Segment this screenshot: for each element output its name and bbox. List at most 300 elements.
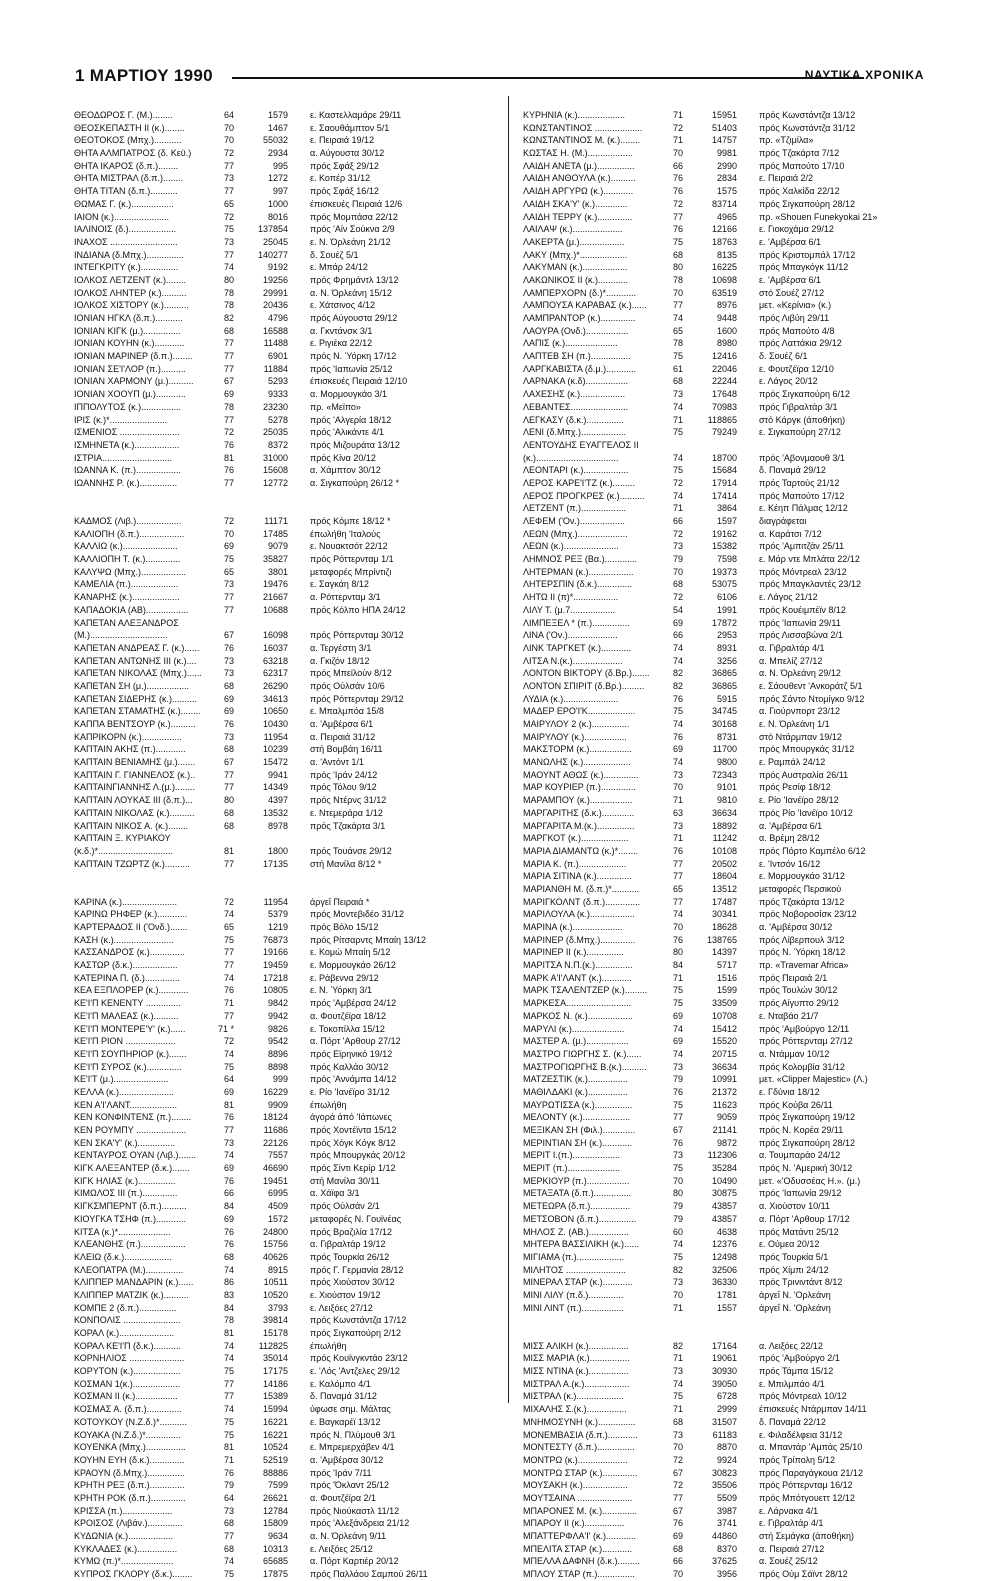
- ship-entry: [74, 363, 498, 376]
- built-year: 74: [672, 909, 683, 920]
- tonnage: 118865: [707, 414, 737, 425]
- status-location: έπωλήθη 'Ιταλούς: [310, 528, 381, 539]
- ship-name: ΛΑΠΤΕΒ ΣΗ (π.)................: [523, 351, 631, 362]
- status-location: α. Ντάμμαν 10/12: [759, 1048, 830, 1059]
- tonnage: 8870: [716, 1442, 737, 1453]
- status-location: πρός Βραζιλία 17/12: [310, 1226, 393, 1237]
- tonnage: 17648: [711, 389, 737, 400]
- tonnage: 8372: [267, 439, 288, 450]
- tonnage: 22244: [711, 376, 737, 387]
- built-year: 65: [223, 922, 234, 932]
- status-location: πρός Ούλσάν 2/1: [310, 1201, 380, 1212]
- built-year: 74: [672, 452, 683, 463]
- ship-name: ΜΟΥΤΣΑΙΝΑ ......................: [523, 1492, 633, 1503]
- status-location: ε. Ρίο 'Ιανέϊρο 31/12: [310, 1086, 390, 1097]
- built-year: 75: [672, 465, 683, 476]
- issue-date: 1 ΜΑΡΤΙΟΥ 1990: [75, 66, 213, 85]
- status-location: ε. Νουακτσότ 22/12: [310, 541, 388, 552]
- ship-entry: [74, 414, 498, 427]
- tonnage: 997: [272, 186, 288, 197]
- tonnage: 10688: [262, 604, 288, 615]
- built-year: 70: [672, 1569, 683, 1580]
- tonnage: 15809: [262, 1518, 288, 1529]
- built-year: 73: [223, 173, 234, 184]
- built-year: 76: [223, 465, 234, 476]
- status-location: ε. Χιούστον 19/12: [310, 1289, 381, 1300]
- status-location: α. Καράτσι 7/12: [759, 528, 822, 539]
- ship-name: ΙΟΝΙΑΝ ΧΟΟΥΠ (μ.)............: [74, 389, 186, 400]
- status-location: ε. Φουτζέϊρα 12/10: [759, 363, 834, 374]
- tonnage: 7598: [716, 554, 737, 565]
- built-year: 77: [672, 871, 683, 882]
- tonnage: 16588: [262, 325, 288, 336]
- status-location: έπισκευές Πειραιά 12/6: [310, 198, 403, 209]
- ship-entry: [523, 350, 947, 363]
- ship-entry: [74, 1035, 498, 1048]
- status-location: πρός Ρίο 'Ιανέϊρο 10/12: [759, 807, 853, 818]
- ship-entry: [74, 147, 498, 160]
- built-year: 80: [223, 274, 234, 285]
- tonnage: 2990: [716, 160, 737, 171]
- built-year: 81: [223, 1328, 234, 1338]
- status-location: δ. Παναμά 31/12: [310, 1391, 377, 1402]
- tonnage: 65685: [262, 1556, 288, 1567]
- built-year: 74: [223, 1048, 234, 1059]
- tonnage: 39050: [711, 1378, 737, 1389]
- status-location: πρός Παλλάου Σαμπού 26/11: [310, 1569, 428, 1580]
- ship-entry: [523, 388, 947, 401]
- built-year: 79: [672, 1213, 683, 1224]
- ship-entry: [74, 1555, 498, 1568]
- tonnage: 35827: [262, 554, 288, 565]
- status-location: μετ. «Κερίνια» (κ.): [759, 300, 832, 311]
- status-location: πρός Μόντρεαλ 10/12: [759, 1391, 847, 1402]
- tonnage: 52519: [262, 1454, 288, 1465]
- ship-name: ΜΑΡΥΛΙ (κ.).....................: [523, 1023, 625, 1034]
- ship-entry: [523, 477, 947, 490]
- ship-name: ΜΑΣΤΡΟΓΙΩΡΓΗΣ Β.(κ.)..........: [523, 1061, 647, 1072]
- ship-entry: [523, 1023, 947, 1036]
- tonnage: 61183: [712, 1429, 737, 1440]
- ship-name: ΛΑΜΠΡΑΝΤΟΡ (κ.)..............: [523, 313, 636, 323]
- status-location: πρός Λαττάκια 29/12: [759, 338, 842, 349]
- built-year: 75: [223, 224, 234, 235]
- ship-entry: [523, 464, 947, 477]
- tonnage: 10511: [263, 1277, 288, 1288]
- ship-entry: [74, 1086, 498, 1099]
- built-year: 78: [672, 274, 683, 285]
- ship-name: ΛΟΝΤΟΝ ΒΙΚΤΟΡΥ (δ.Βρ.).......: [523, 668, 650, 679]
- ship-entry: [523, 134, 947, 147]
- built-year: 71: [672, 135, 683, 146]
- built-year: 65: [223, 198, 234, 209]
- ship-name: ΚΑΡΤΕΡΑΔΟΣ ΙΙ ('Ονδ.).......: [74, 922, 188, 932]
- tonnage: 3793: [267, 1302, 288, 1313]
- ship-entry: [523, 1251, 947, 1264]
- tonnage: 30930: [711, 1366, 737, 1377]
- tonnage: 33509: [711, 998, 737, 1009]
- ship-entry: [523, 820, 947, 833]
- status-location: α. 'Αμβέρσα 30/12: [310, 1454, 384, 1465]
- status-location: πρός Νιούκαστλ 11/12: [310, 1505, 400, 1516]
- ship-name: ΚΟΡΥΤΟΝ (κ.)...................: [74, 1366, 181, 1377]
- ship-name: ΛΑΟΥΡΑ (Ονδ.).................: [523, 325, 629, 336]
- ship-entry: [523, 756, 947, 769]
- ship-name: ΙΝΔΙΑΝΑ (δ.Μπχ.)...............: [74, 249, 184, 260]
- built-year: 61: [672, 363, 683, 374]
- tonnage: 10524: [262, 1442, 288, 1453]
- ship-name: ΙΟΝΙΑΝ ΣΕ'Ι'ΛΟΡ (π.)..........: [74, 363, 186, 374]
- status-location: πρός 'Αννάμπα 14/12: [310, 1074, 397, 1085]
- ship-name: ΛΗΤΕΡΜΑΝ (κ.)..................: [523, 566, 634, 577]
- tonnage: 79249: [711, 427, 737, 438]
- publication-title: ΝΑΥΤΙΚΑ ΧΡΟΝΙΚΑ: [804, 68, 924, 82]
- status-location: πρ. «Μεϊπο»: [310, 401, 361, 412]
- built-year: 65: [223, 566, 234, 577]
- built-year: 77: [672, 300, 683, 311]
- section-gap: [523, 1314, 947, 1327]
- built-year: 77: [223, 160, 234, 171]
- built-year: 72: [223, 148, 234, 159]
- tonnage: 11954: [263, 731, 288, 742]
- status-location: πρός Μαπούτο 4/8: [759, 325, 835, 336]
- ship-name: ΛΙΤΣΑ Ν.(κ.)....................: [523, 655, 623, 666]
- ship-entry: [523, 1390, 947, 1403]
- status-location: έπισκευές Ντάρμπαν 14/11: [759, 1404, 867, 1415]
- status-location: πρός Βόλο 15/12: [310, 922, 379, 932]
- tonnage: 1000: [267, 198, 288, 209]
- tonnage: 6995: [267, 1188, 288, 1199]
- status-location: α. 'Αμβέρσα 6/1: [759, 820, 823, 831]
- built-year: 68: [223, 807, 234, 818]
- status-location: έπωλήθη: [310, 1340, 347, 1351]
- tonnage: 30875: [711, 1188, 737, 1199]
- ship-entry: [523, 1200, 947, 1213]
- built-year: 70: [672, 148, 683, 159]
- tonnage: 19476: [262, 579, 288, 590]
- status-location: στή Μανίλα 8/12 *: [310, 858, 382, 869]
- tonnage: 14186: [262, 1378, 288, 1389]
- ship-name: ΜΠΑΡΟΥ ΙΙ (κ.)................: [523, 1518, 625, 1529]
- ship-entry: [74, 1061, 498, 1074]
- tonnage: 15520: [711, 1036, 737, 1047]
- ship-name: ΜΙΣΤΡΑΛ (κ.)...................: [523, 1391, 624, 1402]
- ship-entry: [523, 1429, 947, 1442]
- built-year: 77: [223, 1391, 234, 1402]
- tonnage: 15412: [711, 1023, 737, 1034]
- status-location: ε. Κέηπ Πάλμας 12/12: [759, 503, 848, 514]
- ship-name: ΜΙΧΑΛΗΣ Σ.(κ.)................: [523, 1404, 627, 1415]
- status-location: πρός Ρόττερνταμ 16/12: [759, 1480, 853, 1491]
- ship-name: ΜΑΣΤΡΟ ΓΙΩΡΓΗΣ Σ. (κ.)......: [523, 1048, 642, 1059]
- tonnage: 9924: [716, 1454, 737, 1465]
- ship-entry: [523, 439, 947, 452]
- status-location: πρός 'Ιράν 24/12: [310, 769, 378, 780]
- tonnage: 43857: [711, 1201, 737, 1212]
- tonnage: 11686: [263, 1125, 288, 1135]
- ship-name: ΚΟΣΜΑΝ ΙΙ (κ.).................: [74, 1391, 178, 1402]
- status-location: α. Τεργέστη 3/1: [310, 642, 372, 653]
- ship-entry: [523, 566, 947, 579]
- tonnage: 4796: [267, 313, 288, 323]
- status-location: πρός Ρόττερνταμ 29/12: [310, 693, 404, 704]
- tonnage: 18124: [262, 1112, 288, 1123]
- ship-name: ΜΑΡΚΕΣΑ..........................: [523, 998, 632, 1009]
- ship-name: ΜΑΡΓΑΡΙΤΑ Μ.(κ.)...............: [523, 820, 635, 831]
- status-location: στό Κάργκ (άποθήκη): [759, 414, 846, 425]
- ship-entry: [523, 375, 947, 388]
- ship-name: ΙΩΑΝΝΑ Κ. (π.)..................: [74, 465, 181, 476]
- tonnage: 36330: [711, 1277, 737, 1288]
- status-location: α. Γιβραλτάρ 4/1: [759, 642, 825, 653]
- status-location: έπωλήθη: [310, 1099, 347, 1110]
- status-location: α. Χιούστον 10/11: [759, 1201, 830, 1212]
- tonnage: 35014: [262, 1353, 288, 1364]
- ship-list-left-column: [74, 109, 498, 1581]
- built-year: 71: [672, 503, 683, 514]
- tonnage: 88886: [262, 1467, 288, 1478]
- ship-entry: [74, 1492, 498, 1505]
- ship-name: ΚΑΠΤΑΙΝ ΛΟΥΚΑΣ ΙΙΙ (δ.π.)...: [74, 795, 193, 806]
- built-year: 81: [223, 1099, 234, 1110]
- ship-name: ΜΙΓΙΑΜΑ (π.)...................: [523, 1251, 625, 1262]
- built-year: 68: [223, 680, 234, 691]
- built-year: 65: [672, 325, 683, 336]
- ship-name: ΚΑΣΤΩΡ (δ.κ.)..................: [74, 960, 178, 971]
- ship-entry: [523, 807, 947, 820]
- tonnage: 1800: [267, 845, 288, 856]
- built-year: 80: [672, 262, 683, 273]
- ship-entry: [523, 997, 947, 1010]
- built-year: 82: [672, 1264, 683, 1275]
- tonnage: 18628: [711, 922, 737, 932]
- ship-entry: [74, 604, 498, 617]
- built-year: 64: [223, 110, 234, 120]
- status-location: ε. Λάγος 20/12: [759, 376, 818, 387]
- tonnage: 8731: [716, 731, 737, 742]
- ship-entry: [523, 680, 947, 693]
- built-year: 74: [672, 1378, 683, 1389]
- ship-name: ΛΗΜΝΟΣ ΡΕΞ (Βα.).............: [523, 554, 638, 565]
- ship-entry: [74, 1441, 498, 1454]
- built-year: 82: [223, 313, 234, 323]
- tonnage: 19162: [711, 528, 737, 539]
- tonnage: 10520: [262, 1289, 288, 1300]
- tonnage: 10805: [262, 985, 288, 996]
- ship-name: ΚΑΛΙΟΠΗ (δ.π.)..................: [74, 528, 185, 539]
- ship-entry: [74, 1289, 498, 1302]
- built-year: 71: [672, 972, 683, 983]
- ship-entry: [74, 185, 498, 198]
- status-location: δ. Παναμά 22/12: [759, 1416, 826, 1427]
- built-year: 70: [223, 135, 234, 146]
- status-location: α. 'Αμβέρσα 6/1: [310, 719, 374, 729]
- ship-entry: [523, 1454, 947, 1467]
- built-year: 79: [223, 1480, 234, 1491]
- tonnage: 5509: [716, 1492, 737, 1503]
- status-location: ε. Σαουθάμπτον 5/1: [310, 122, 390, 133]
- ship-name: ΚΑΛΛΙΟΠΗ Τ. (κ.)..............: [74, 554, 181, 565]
- tonnage: 18700: [711, 452, 737, 463]
- status-location: πρός 'Αμπιτζάν 25/11: [759, 541, 845, 552]
- ship-entry: [523, 617, 947, 630]
- status-location: στό Σουέζ 27/12: [759, 287, 825, 298]
- ship-name: ΚΕΑ ΕΞΠΛΟΡΕΡ (κ.)............: [74, 985, 189, 996]
- tonnage: 12772: [262, 477, 288, 488]
- built-year: 75: [672, 706, 683, 717]
- ship-entry: [74, 655, 498, 668]
- tonnage: 15608: [262, 465, 288, 476]
- built-year: 77: [672, 211, 683, 222]
- ship-name: ΙΟΝΙΑΝ ΚΟΥΗΝ (κ.)............: [74, 338, 185, 349]
- tonnage: 1557: [716, 1302, 737, 1313]
- ship-name: ΜΑΡΙΝΕΡ (δ.Μπχ.)..............: [523, 934, 636, 945]
- tonnage: 9909: [267, 1099, 288, 1110]
- tonnage: 11242: [712, 833, 737, 844]
- ship-name: ΜΑΡΓΑΡΙΤΗΣ (δ.κ.).............: [523, 807, 635, 818]
- ship-name: ΜΙΣΣ ΝΤΙΝΑ (κ.)................: [523, 1366, 629, 1377]
- ship-entry: [74, 1124, 498, 1137]
- built-year: 73: [672, 1429, 683, 1440]
- ship-entry: [523, 236, 947, 249]
- tonnage: 5278: [267, 414, 288, 425]
- ship-entry: [523, 578, 947, 591]
- tonnage: 15472: [262, 757, 288, 768]
- ship-name: ΚΕ'Ι'Π ΡΙΟΝ ....................: [74, 1036, 176, 1047]
- ship-entry: [523, 1086, 947, 1099]
- ship-name: ΜΠΑΤΤΕΡΦΛΑ'Ι' (κ.)............: [523, 1531, 636, 1541]
- tonnage: 17485: [262, 528, 288, 539]
- status-location: α. 'Αμβέρσα 30/12: [759, 922, 833, 932]
- tonnage: 21667: [262, 592, 288, 603]
- tonnage: 17175: [262, 1366, 288, 1377]
- tonnage: 11623: [712, 1099, 737, 1110]
- tonnage: 14397: [711, 947, 737, 958]
- status-location: ε. Μορμουγκάο 26/12: [310, 960, 396, 971]
- built-year: 74: [672, 1048, 683, 1059]
- ship-entry: [74, 934, 498, 947]
- status-location: ε. Γιοκοχάμα 29/12: [759, 224, 834, 235]
- ship-list-right-column: [508, 96, 947, 1580]
- tonnage: 10698: [711, 274, 737, 285]
- status-location: πρός Χοντέϊντα 15/12: [310, 1125, 397, 1135]
- tonnage: 8980: [716, 338, 737, 349]
- ship-name: ΜΑΡΙΤΣΑ Ν.Π.(κ.)...............: [523, 960, 633, 971]
- status-location: πρός Μοντεβιδέο 31/12: [310, 909, 404, 920]
- ship-name: ΘΕΟΤΟΚΟΣ (Μπχ.)...........: [74, 135, 182, 146]
- ship-name: ΚΙΓΚ ΑΛΕΞΑΝΤΕΡ (δ.κ.).......: [74, 1163, 190, 1174]
- ship-entry: [523, 1555, 947, 1568]
- tonnage: 9941: [267, 769, 288, 780]
- tonnage: 20436: [262, 300, 288, 311]
- tonnage: 46690: [262, 1163, 288, 1174]
- built-year: 76: [672, 693, 683, 704]
- built-year: 81: [223, 1442, 234, 1453]
- ship-entry: [523, 794, 947, 807]
- ship-name: ΜΕΤΕΩΡΑ (δ.π.)................: [523, 1201, 631, 1212]
- ship-name: ΚΥΠΡΟΣ ΓΚΛΟΡΥ (δ.κ.)........: [74, 1569, 193, 1580]
- built-year: 81: [223, 845, 234, 856]
- ship-name: ΚΑΠΕΤΑΝ ΣΤΑΜΑΤΗΣ (κ.)........: [74, 706, 201, 717]
- built-year: 74: [223, 1556, 234, 1567]
- status-location: στό Ντάρμπαν 19/12: [759, 731, 842, 742]
- ship-entry: [74, 1568, 498, 1581]
- tonnage: 30823: [711, 1467, 737, 1478]
- ship-name: ΘΕΟΣΚΕΠΑΣΤΗ ΙΙ (κ.)........: [74, 122, 185, 133]
- status-location: πρός Τόλου 9/12: [310, 782, 377, 793]
- ship-name: ΜΠΑΡΟΝΕΣ Μ. (κ.)..............: [523, 1505, 638, 1516]
- status-location: ε. Πειραιά 19/12: [310, 135, 375, 146]
- status-location: πρός Τουλών 30/12: [759, 985, 838, 996]
- status-location: ε. Κοπέρ 31/12: [310, 173, 371, 184]
- tonnage: 35506: [711, 1480, 737, 1491]
- built-year: 69: [672, 1531, 683, 1541]
- built-year: 78: [223, 287, 234, 298]
- tonnage: 8931: [716, 642, 737, 653]
- built-year: 77: [672, 896, 683, 907]
- status-location: πρός Κουϊνγκντάο 23/12: [310, 1353, 408, 1364]
- built-year: 68: [223, 325, 234, 336]
- ship-name: ΛΥΔΙΑ (κ.)......................: [523, 693, 619, 704]
- tonnage: 10239: [262, 744, 288, 755]
- ship-entry: [74, 731, 498, 744]
- ship-entry: [523, 553, 947, 566]
- ship-entry: [523, 287, 947, 300]
- built-year: 84: [223, 1201, 234, 1212]
- ship-entry: [74, 680, 498, 693]
- ship-name: ΛΑΜΠΕΡΧΟΡΝ (δ.)*............: [523, 287, 637, 298]
- status-location: α. Ν. Όρλεάνη 29/12: [759, 668, 841, 679]
- ship-name: ΘΗΤΑ ΑΛΜΠΑΤΡΟΣ (δ. Κεϋ.): [74, 148, 192, 159]
- ship-entry: [74, 1187, 498, 1200]
- status-location: πρός 'Όκλαντ 25/12: [310, 1480, 390, 1491]
- built-year: 77: [223, 1125, 234, 1135]
- ship-entry: [74, 109, 498, 122]
- status-location: πρός Σιγκαπούρη 28/12: [759, 198, 855, 209]
- ship-name: ΚΑΠΤΑΙΝ ΝΙΚΟΛΑΣ (κ.)..........: [74, 807, 195, 818]
- tonnage: 17872: [711, 617, 737, 628]
- built-year: 76: [672, 934, 683, 945]
- built-year: 69: [223, 1086, 234, 1097]
- ship-name: ΘΕΟΔΩΡΟΣ Γ. (Μ.)........: [74, 110, 173, 120]
- status-location: πρός Κόμπε 18/12 *: [310, 516, 391, 526]
- status-location: ε. Ντεμεράρα 1/12: [310, 807, 383, 818]
- tonnage: 11954: [263, 896, 288, 907]
- ship-name: ΚΥΚΛΑΔΕΣ (κ.)................: [74, 1543, 178, 1554]
- tonnage: 55032: [262, 135, 288, 146]
- ship-entry: [74, 756, 498, 769]
- tonnage: 19459: [262, 960, 288, 971]
- ship-entry: [74, 718, 498, 731]
- status-location: πρός Μπαγκόγκ 11/12: [759, 262, 849, 273]
- ship-entry: [523, 515, 947, 528]
- ship-entry: [74, 122, 498, 135]
- tonnage: 16098: [262, 630, 288, 641]
- status-location: πρός 'Αμβέρσα 24/12: [310, 998, 397, 1009]
- ship-name: ΘΩΜΑΣ Γ. (κ.).................: [74, 198, 174, 209]
- status-location: πρός Τουρκία 5/1: [759, 1251, 829, 1262]
- tonnage: 63218: [262, 655, 288, 666]
- built-year: 74: [672, 655, 683, 666]
- ship-entry: [523, 1289, 947, 1302]
- ship-name: ΚΑΣΣΑΝΔΡΟΣ (κ.)..............: [74, 947, 185, 958]
- ship-entry: [523, 655, 947, 668]
- ship-entry: [74, 439, 498, 452]
- tonnage: 9826: [267, 1023, 288, 1034]
- status-location: μετ. «Clipper Majestic» (Λ.): [759, 1074, 868, 1085]
- ship-entry: [74, 1429, 498, 1442]
- tonnage: 36634: [711, 1061, 737, 1072]
